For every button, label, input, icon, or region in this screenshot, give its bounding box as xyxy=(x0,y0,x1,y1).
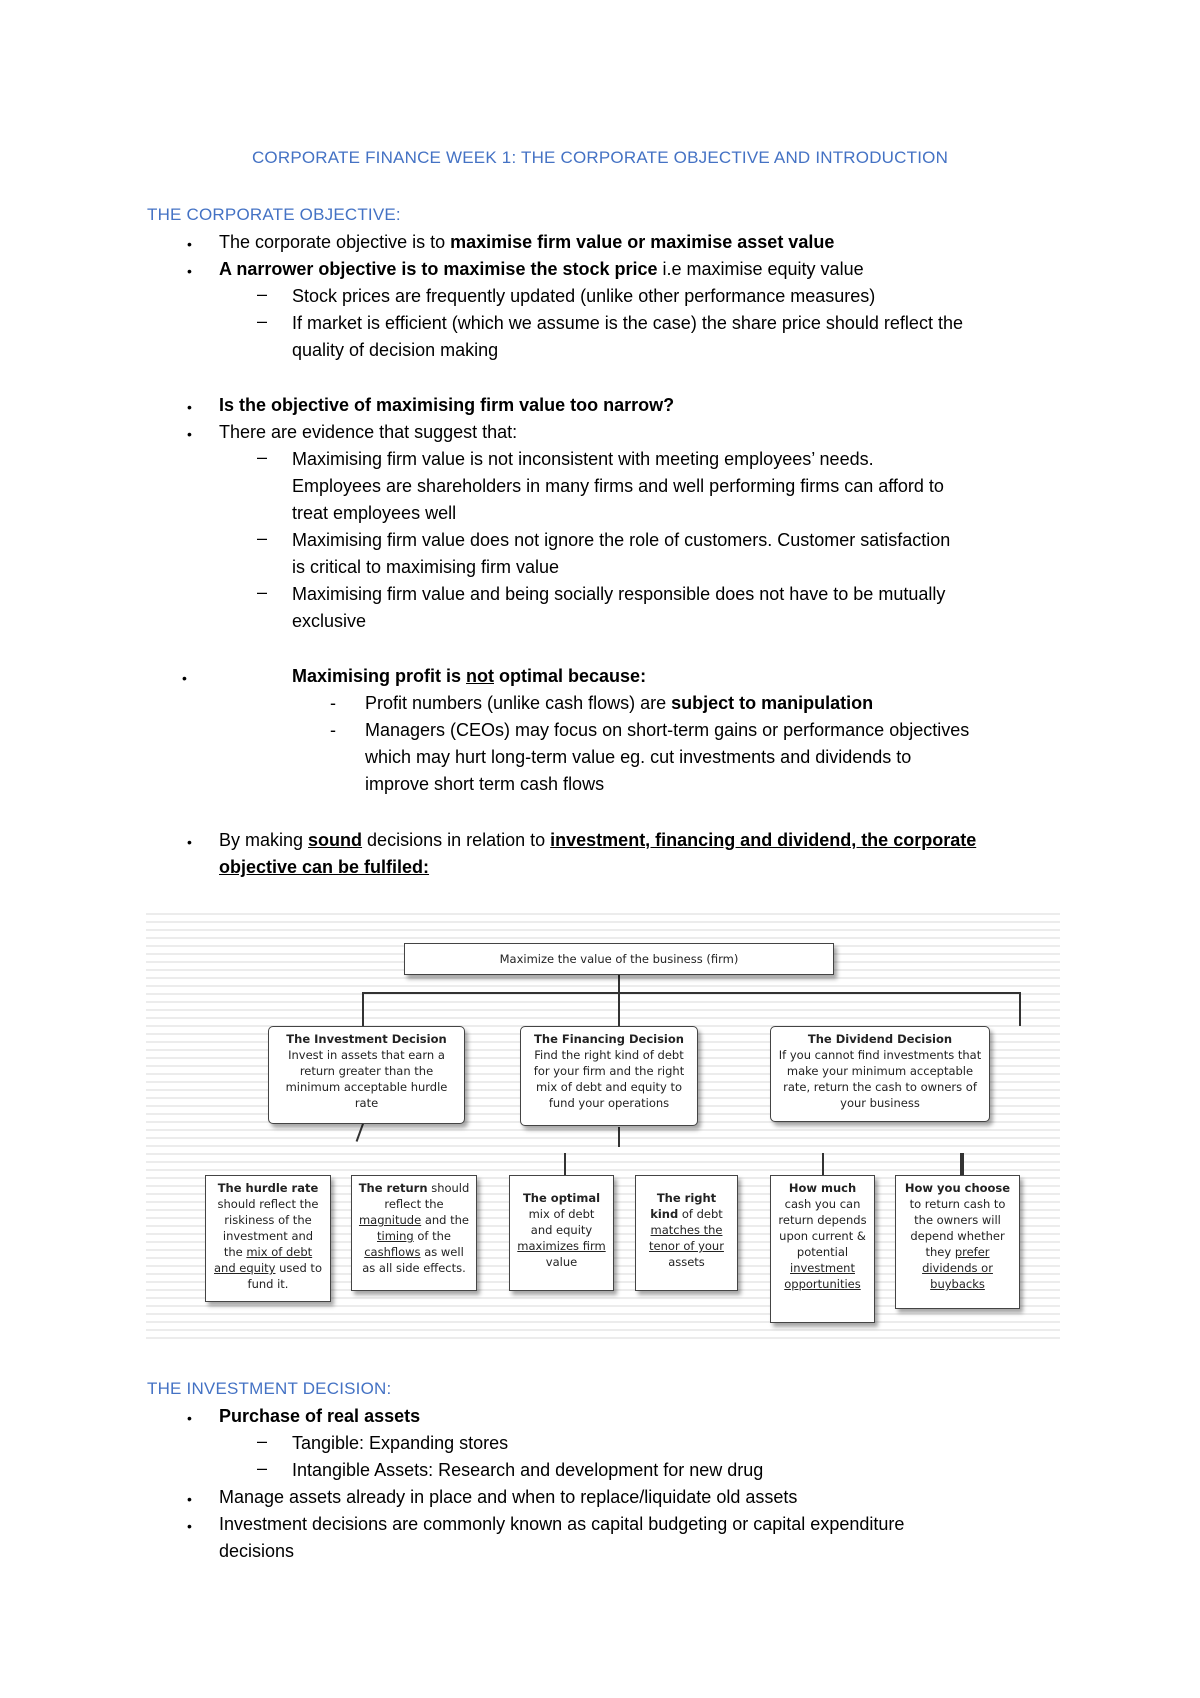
sub-socially-responsible-cont: exclusive xyxy=(292,611,367,631)
sub-customers: Maximising firm value does not ignore the role of customers. Customer satisfaction xyxy=(292,530,951,550)
bullet-icon: • xyxy=(187,426,192,442)
connector-line xyxy=(1019,992,1021,1026)
bullet-capital-budgeting-cont: decisions xyxy=(219,1541,295,1561)
bullet-icon: • xyxy=(187,236,192,252)
box-how-much-cash: How much cash you can return depends upon current & potential investment opportunities xyxy=(770,1175,875,1323)
sub-employees-cont2: treat employees well xyxy=(292,503,457,523)
connector-line xyxy=(362,992,1020,994)
dash-icon: – xyxy=(257,311,268,331)
sub-profit-manipulation: Profit numbers (unlike cash flows) are subject to manipulation xyxy=(365,693,874,713)
bullet-icon: • xyxy=(187,1410,192,1426)
sub-managers-cont2: improve short term cash flows xyxy=(365,774,605,794)
sub-intangible: Intangible Assets: Research and development for new drug xyxy=(292,1460,764,1480)
sub-market-efficient: If market is efficient (which we assume is the case) the share price should reflect the xyxy=(292,313,963,333)
dash-icon: – xyxy=(257,1458,268,1478)
sub-tangible: Tangible: Expanding stores xyxy=(292,1433,509,1453)
box-maximize-value: Maximize the value of the business (firm) xyxy=(404,943,834,975)
bullet-objective-question: Is the objective of maximising firm value too narrow? xyxy=(219,395,675,415)
bullet-capital-budgeting: Investment decisions are commonly known as capital budgeting or capital expenditure xyxy=(219,1514,905,1534)
bullet-purchase-real-assets: Purchase of real assets xyxy=(219,1406,421,1426)
dash-icon: – xyxy=(257,284,268,304)
bullet-narrower-objective: A narrower objective is to maximise the stock price i.e maximise equity value xyxy=(219,259,864,279)
dash-icon: - xyxy=(330,693,336,713)
corporate-objective-diagram xyxy=(146,907,1060,1339)
sub-employees: Maximising firm value is not inconsistent with meeting employees’ needs. xyxy=(292,449,874,469)
box-optimal-mix: The optimal mix of debt and equity maximizes firm value xyxy=(509,1175,614,1291)
connector-line xyxy=(960,1153,962,1175)
box-right-kind-debt: The right kind of debt matches the tenor of your assets xyxy=(635,1175,738,1291)
connector-line xyxy=(962,1153,964,1175)
box-return: The return should reflect the magnitude and the timing of the cashflows as well as all side effects. xyxy=(351,1175,477,1291)
bullet-profit-not-optimal: Maximising profit is not optimal because: xyxy=(292,666,647,686)
section-heading-investment-decision: THE INVESTMENT DECISION: xyxy=(147,1379,392,1398)
box-dividend-decision: The Dividend Decision If you cannot find investments that make your minimum acceptable rate, return the cash to owners of your business xyxy=(770,1026,990,1122)
dash-icon: – xyxy=(257,447,268,467)
connector-line xyxy=(822,1153,824,1175)
connector-line xyxy=(356,1122,364,1141)
sub-market-efficient-cont: quality of decision making xyxy=(292,340,499,360)
connector-line xyxy=(564,1153,566,1175)
sub-employees-cont: Employees are shareholders in many firms and well performing firms can afford to xyxy=(292,476,944,496)
document-title: CORPORATE FINANCE WEEK 1: THE CORPORATE OBJECTIVE AND INTRODUCTION xyxy=(251,148,949,167)
dash-icon: - xyxy=(330,720,336,740)
bullet-icon: • xyxy=(187,1518,192,1534)
bullet-evidence: There are evidence that suggest that: xyxy=(219,422,518,442)
dash-icon: – xyxy=(257,1431,268,1451)
bullet-icon: • xyxy=(187,399,192,415)
dash-icon: – xyxy=(257,528,268,548)
dash-icon: – xyxy=(257,582,268,602)
connector-line xyxy=(618,992,620,1026)
section-heading-corporate-objective: THE CORPORATE OBJECTIVE: xyxy=(147,205,401,224)
box-hurdle-rate: The hurdle rate should reflect the riskiness of the investment and the mix of debt and equity used to fund it. xyxy=(205,1175,331,1302)
box-how-you-choose: How you choose to return cash to the owners will depend whether they prefer dividends or buybacks xyxy=(895,1175,1020,1309)
bullet-icon: • xyxy=(187,263,192,279)
sub-socially-responsible: Maximising firm value and being socially responsible does not have to be mutually xyxy=(292,584,946,604)
bullet-manage-assets: Manage assets already in place and when to replace/liquidate old assets xyxy=(219,1487,798,1507)
sub-customers-cont: is critical to maximising firm value xyxy=(292,557,560,577)
bullet-sound-decisions: By making sound decisions in relation to investment, financing and dividend, the corporate xyxy=(219,830,977,850)
connector-line xyxy=(618,1127,620,1147)
bullet-icon: • xyxy=(182,670,187,686)
box-investment-decision: The Investment Decision Invest in assets that earn a return greater than the minimum acceptable hurdle rate xyxy=(268,1026,465,1124)
bullet-icon: • xyxy=(187,834,192,850)
sub-stock-prices: Stock prices are frequently updated (unlike other performance measures) xyxy=(292,286,876,306)
connector-line xyxy=(362,992,364,1026)
sub-managers: Managers (CEOs) may focus on short-term gains or performance objectives xyxy=(365,720,970,740)
box-financing-decision: The Financing Decision Find the right kind of debt for your firm and the right mix of debt and equity to fund your operations xyxy=(520,1026,698,1126)
bullet-sound-decisions-cont: objective can be fulfiled: xyxy=(219,857,430,877)
bullet-corporate-objective: The corporate objective is to maximise firm value or maximise asset value xyxy=(219,232,835,252)
sub-managers-cont: which may hurt long-term value eg. cut investments and dividends to xyxy=(365,747,912,767)
bullet-icon: • xyxy=(187,1491,192,1507)
